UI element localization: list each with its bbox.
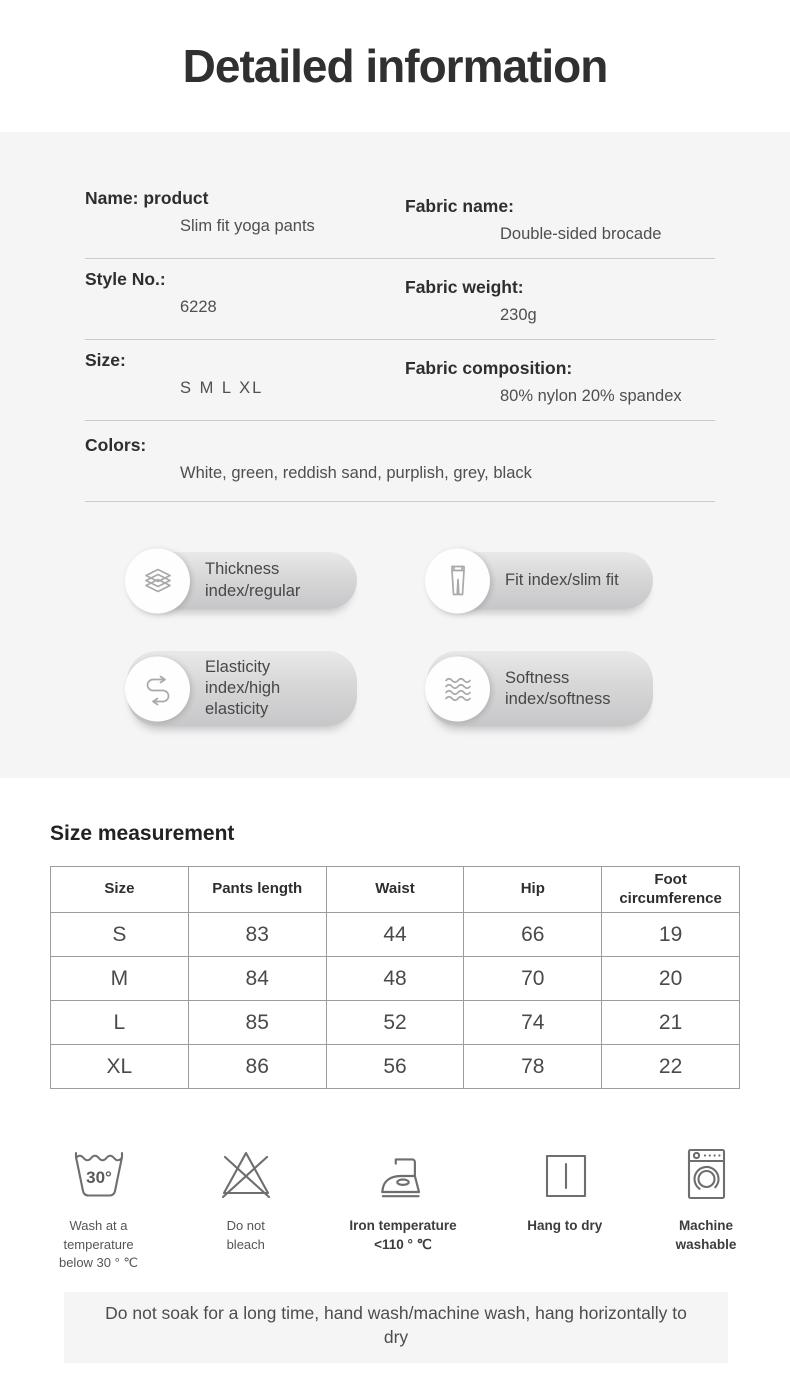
col-hip: Hip <box>464 867 602 913</box>
cell: 83 <box>188 913 326 957</box>
badge-softness-label: Softness index/softness <box>505 668 611 708</box>
iron-icon <box>372 1131 434 1205</box>
care-label-wash: Wash at a temperature below 30 ° ℃ <box>58 1218 139 1270</box>
colors-value: White, green, reddish sand, purplish, grey, black <box>180 464 532 482</box>
care-label-no-bleach: Do not bleach <box>226 1218 265 1252</box>
badge-fit-label: Fit index/slim fit <box>505 570 619 589</box>
size-label: Size: <box>85 350 126 370</box>
info-cell-colors <box>85 435 715 483</box>
info-row-colors <box>85 421 715 502</box>
page-title: Detailed information <box>182 40 608 92</box>
size-value: S M L XL <box>180 379 264 397</box>
elastic-arrows-icon <box>125 656 190 721</box>
cell: 22 <box>602 1045 740 1089</box>
style-no-label: Style No.: <box>85 269 166 289</box>
cell: 84 <box>188 957 326 1001</box>
fabric-weight-label: Fabric weight: <box>405 277 524 297</box>
badge-thickness <box>127 552 357 609</box>
cell: 52 <box>326 1001 464 1045</box>
care-item-wash <box>46 1131 151 1272</box>
care-instructions <box>46 1131 748 1272</box>
info-row-name-fabric <box>85 188 715 259</box>
cell: 56 <box>326 1045 464 1089</box>
cell: 70 <box>464 957 602 1001</box>
fabric-weight-value: 230g <box>500 306 537 324</box>
badge-fit <box>427 552 653 609</box>
page-header <box>0 0 790 132</box>
col-size: Size <box>51 867 189 913</box>
cell: 74 <box>464 1001 602 1045</box>
fabric-name-label: Fabric name: <box>405 196 514 216</box>
cell: L <box>51 1001 189 1045</box>
table-row-l <box>51 1001 740 1045</box>
name-label: Name: product <box>85 188 209 208</box>
care-item-no-bleach <box>213 1131 279 1253</box>
table-row-m <box>51 957 740 1001</box>
cell: 20 <box>602 957 740 1001</box>
care-item-iron <box>340 1131 465 1255</box>
info-cell-name <box>85 188 405 244</box>
cell: S <box>51 913 189 957</box>
washing-machine-icon <box>677 1131 735 1205</box>
info-cell-size <box>85 350 405 406</box>
waves-icon <box>425 656 490 721</box>
colors-label: Colors: <box>85 435 147 455</box>
care-item-hang-dry <box>527 1131 602 1236</box>
size-table-header-row <box>51 867 740 913</box>
size-measurement-title: Size measurement <box>50 822 235 846</box>
product-info-section <box>0 132 790 778</box>
table-row-xl <box>51 1045 740 1089</box>
style-no-value: 6228 <box>180 298 217 316</box>
badge-elasticity <box>127 651 357 726</box>
cell: 44 <box>326 913 464 957</box>
care-item-machine-wash <box>664 1131 748 1255</box>
wash-basin-icon <box>66 1131 132 1205</box>
fabric-composition-value: 80% nylon 20% spandex <box>500 387 682 405</box>
cell: 19 <box>602 913 740 957</box>
pants-icon <box>425 548 490 613</box>
info-cell-fabric-weight <box>405 269 715 325</box>
badge-thickness-label: Thickness index/regular <box>205 560 301 600</box>
col-foot-circumference: Foot circumference <box>602 867 740 913</box>
cell: 48 <box>326 957 464 1001</box>
col-waist: Waist <box>326 867 464 913</box>
care-label-machine-wash: Machine washable <box>675 1218 737 1253</box>
cell: 85 <box>188 1001 326 1045</box>
info-row-style-weight <box>85 259 715 340</box>
fabric-name-value: Double-sided brocade <box>500 225 662 243</box>
name-value: Slim fit yoga pants <box>180 217 315 235</box>
index-badges <box>127 552 715 726</box>
care-label-iron: Iron temperature <110 ° ℃ <box>349 1218 457 1253</box>
do-not-bleach-icon <box>213 1131 279 1205</box>
cell: 78 <box>464 1045 602 1089</box>
cell: XL <box>51 1045 189 1089</box>
care-label-hang-dry: Hang to dry <box>527 1218 603 1234</box>
layers-icon <box>125 548 190 613</box>
svg-text:30°: 30° <box>85 1168 112 1188</box>
size-measurement-section <box>0 778 790 1089</box>
table-row-s <box>51 913 740 957</box>
badge-softness <box>427 651 653 726</box>
col-pants-length: Pants length <box>188 867 326 913</box>
size-table <box>50 866 740 1089</box>
cell: 66 <box>464 913 602 957</box>
info-cell-fabric-composition <box>405 350 715 406</box>
hang-dry-icon <box>536 1131 594 1205</box>
cell: 21 <box>602 1001 740 1045</box>
care-note-text: Do not soak for a long time, hand wash/machine wash, hang horizontally to dry <box>105 1302 687 1347</box>
info-cell-style-no <box>85 269 405 325</box>
cell: 86 <box>188 1045 326 1089</box>
cell: M <box>51 957 189 1001</box>
fabric-composition-label: Fabric composition: <box>405 358 573 378</box>
badge-elasticity-label: Elasticity index/high elasticity <box>205 658 281 719</box>
info-cell-fabric-name <box>405 188 715 244</box>
care-note-bar <box>64 1292 728 1363</box>
info-row-size-composition <box>85 340 715 421</box>
